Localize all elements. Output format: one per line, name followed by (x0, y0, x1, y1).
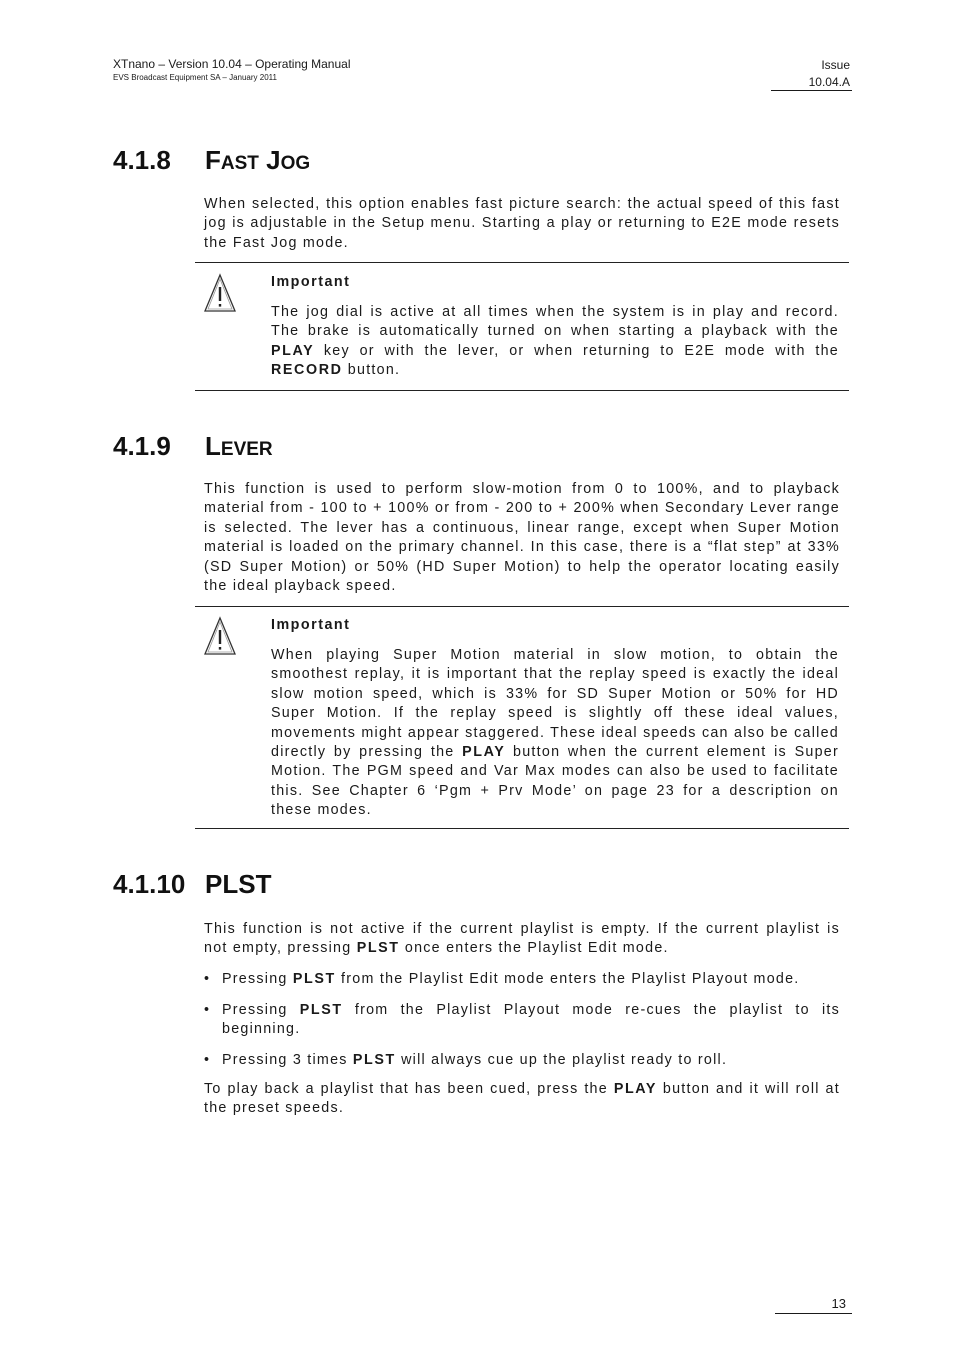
note-text: key or with the lever, or when returning to E2E mode with the (323, 342, 839, 359)
list-item (204, 970, 840, 989)
note-title: Important (271, 274, 351, 290)
plst-paragraph-1 (204, 920, 840, 959)
heading-initial: L (205, 431, 221, 461)
note-text: button. (347, 362, 401, 379)
manual-title: XTnano – Version 10.04 – Operating Manual (113, 57, 351, 71)
bullet-text: from the Playlist Playout mode re-cues the playlist to its beginning. (222, 1002, 840, 1038)
heading-initial: J (266, 145, 281, 175)
para-text: button and it will roll at the preset speeds. (204, 1081, 840, 1117)
plst-paragraph-2 (204, 1080, 840, 1119)
bullet-text: Pressing (222, 1002, 288, 1018)
note-text: button when the current element is Super Motion. The PGM speed and Var Max modes can also be used to facilitate this. See Chapter 6 ‘Pgm + Prv Mode’ on page 23 for a description on these modes. (271, 744, 839, 819)
list-item (204, 1051, 840, 1070)
key-name: RECORD (271, 362, 343, 379)
footer-rule (775, 1313, 852, 1314)
key-name: PLAY (271, 342, 315, 359)
issue-label: Issue (821, 58, 850, 72)
publisher-line: EVS Broadcast Equipment SA – January 2011 (113, 73, 277, 82)
important-note-fast-jog (195, 262, 849, 391)
section-heading-plst (113, 869, 271, 900)
heading-title: PLST (205, 869, 272, 899)
key-name: PLAY (462, 744, 506, 761)
heading-initial: F (205, 145, 221, 175)
key-name: PLST (356, 940, 400, 957)
key-name: PLST (292, 971, 336, 987)
note-text: The jog dial is active at all times when the system is in play and record. The brake is automatically turned on when starting a playback with the (271, 304, 839, 340)
page-number: 13 (831, 1296, 846, 1311)
section-number: 4.1.10 (113, 869, 186, 899)
bullet-text: Pressing (222, 971, 288, 987)
section-heading-fast-jog (113, 145, 310, 176)
heading-rest: OG (280, 153, 311, 174)
warning-triangle-icon (203, 273, 237, 313)
note-body (271, 303, 839, 381)
key-name: PLAY (613, 1081, 658, 1097)
heading-rest: EVER (220, 439, 273, 460)
section-number: 4.1.9 (113, 431, 171, 461)
key-name: PLST (299, 1002, 343, 1018)
issue-block (809, 58, 850, 89)
list-item (204, 1001, 840, 1040)
para-text: This function is not active if the current playlist is empty. If the current playlist is not empty, pressing (204, 921, 840, 957)
header-rule (771, 90, 852, 91)
bullet-icon: • (204, 971, 211, 987)
warning-triangle-icon (203, 616, 237, 656)
issue-value: 10.04.A (808, 75, 850, 89)
section-number: 4.1.8 (113, 145, 171, 175)
fast-jog-paragraph: When selected, this option enables fast picture search: the actual speed of this fast jog is adjustable in the Setup menu. Starting a play or returning to E2E mode resets the Fast Jog mode. (204, 196, 840, 251)
important-note-lever (195, 606, 849, 829)
para-text: once enters the Playlist Edit mode. (404, 940, 669, 957)
bullet-icon: • (204, 1052, 211, 1068)
note-title: Important (271, 617, 351, 633)
bullet-text: from the Playlist Edit mode enters the Playlist Playout mode. (341, 971, 800, 987)
bullet-text: will always cue up the playlist ready to roll. (401, 1052, 728, 1068)
para-text: To play back a playlist that has been cued, press the (204, 1081, 608, 1097)
note-text: When playing Super Motion material in slow motion, to obtain the smoothest replay, it is important that the replay speed is exactly the ideal slow motion speed, which is 33% for SD Super Motion or 50% for HD Super Motion. If the replay speed is slightly off these ideal values, movements might appear staggered. These ideal speeds can also be called directly by pressing the (271, 647, 839, 761)
bullet-icon: • (204, 1002, 211, 1018)
bullet-text: Pressing 3 times (222, 1052, 348, 1068)
section-heading-lever (113, 431, 273, 462)
note-body (271, 646, 839, 821)
page-header (113, 57, 351, 82)
key-name: PLST (352, 1052, 396, 1068)
lever-paragraph: This function is used to perform slow-motion from 0 to 100%, and to playback material from - 100 to + 100% or from - 200 to + 200% when Secondary Lever range is selected. The lever has a continuous, linear range, except when Super Motion material is loaded on the primary channel. In this case, there is a “flat step” at 33% (SD Super Motion) or 50% (HD Super Motion) to help the operator locating easily the ideal playback speed. (204, 481, 840, 595)
heading-rest: AST (220, 153, 259, 174)
